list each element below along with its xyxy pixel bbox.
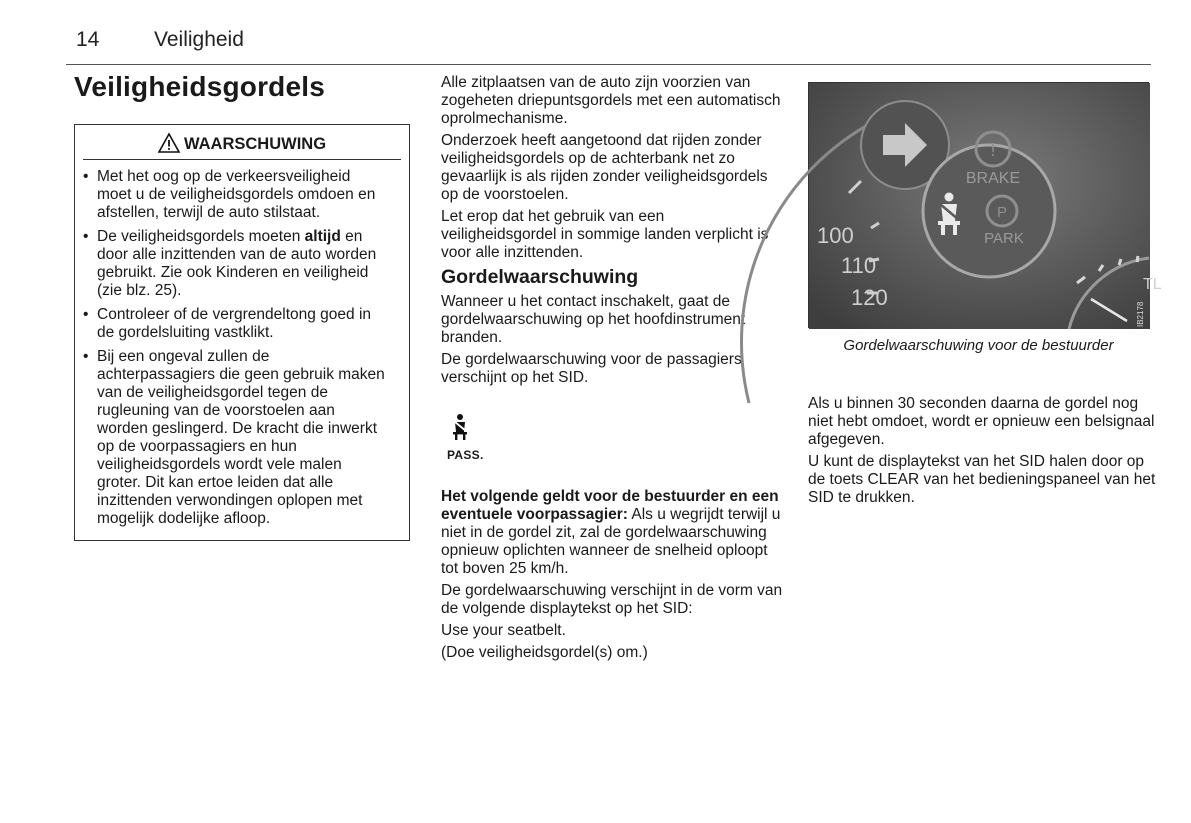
instrument-cluster-illustration <box>809 83 1162 329</box>
middle-column <box>441 74 783 666</box>
paragraph: Wanneer u het contact inschakelt, gaat de gordelwaarschuwing op het hoofdinstrument branden. <box>441 293 746 346</box>
seatbelt-icon <box>449 413 471 441</box>
warning-item-text: De veiligheidsgordels moeten <box>97 228 305 245</box>
page-header <box>76 28 244 52</box>
paragraph: Onderzoek heeft aangetoond dat rijden zonder veiligheidsgordels op de achterbank net zo gevaarlijk is als rijden zonder veiligheidsgordels op de voorstoelen. <box>441 132 768 203</box>
paragraph: Let erop dat het gebruik van een veiligheidsgordel in sommige landen verplicht is voor alle inzittenden. <box>441 208 769 261</box>
speed-label: 120 <box>851 285 888 310</box>
warning-box <box>74 124 410 541</box>
paragraph-lead: Het volgende geldt voor de bestuurder en een eventuele voorpassagier: <box>441 488 779 523</box>
section-heading: Gordelwaarschuwing <box>441 266 639 288</box>
warning-header <box>83 125 401 160</box>
paragraph: Alle zitplaatsen van de auto zijn voorzien van zogeheten driepuntsgordels met een automatisch oprolmechanisme. <box>441 74 781 127</box>
svg-text:P: P <box>996 204 1008 221</box>
svg-text:TL: TL <box>1143 276 1162 293</box>
figure-code: IB2178 <box>1136 301 1145 327</box>
paragraph: De gordelwaarschuwing voor de passagiers verschijnt op het SID. <box>441 351 742 386</box>
warning-label: WAARSCHUWING <box>183 135 327 153</box>
dashboard-photo <box>808 82 1162 328</box>
brake-label: BRAKE <box>965 170 1021 187</box>
speed-label: 110 <box>841 253 877 278</box>
svg-text:!: ! <box>990 140 996 160</box>
pass-seatbelt-indicator <box>449 413 509 464</box>
display-text: Use your seatbelt. <box>441 622 566 639</box>
paragraph: U kunt de displaytekst van het SID halen door op de toets CLEAR van het bedieningspaneel van het SID te drukken. <box>808 453 1156 506</box>
paragraph: Als u binnen 30 seconden daarna de gordel nog niet hebt omdoet, wordt er opnieuw een belsignaal afgegeven. <box>808 395 1155 448</box>
warning-item: • Met het oog op de verkeersveiligheid moet u de veiligheidsgordels omdoen en afstellen, terwijl de auto stilstaat. <box>83 168 387 222</box>
warning-triangle-icon <box>158 133 180 153</box>
warning-list <box>75 160 409 540</box>
paragraph-text: Als u wegrijdt terwijl u niet in de gordel zit, zal de gordelwaarschuwing opnieuw oplichten wanneer de snelheid oploopt tot boven 25 km/h. <box>441 506 781 577</box>
pass-label: PASS. <box>447 448 484 462</box>
warning-item: • Controleer of de vergrendeltong goed in de gordelsluiting vastklikt. <box>83 306 387 342</box>
page-title: Veiligheidsgordels <box>74 71 326 102</box>
warning-item-text: en door alle inzittenden van de auto worden gebruikt. Zie ook Kinderen en veiligheid (zie blz. 25). <box>97 228 377 299</box>
right-column <box>808 82 1162 511</box>
display-text-translation: (Doe veiligheidsgordel(s) om.) <box>441 644 648 661</box>
warning-item: • Bij een ongeval zullen de achterpassagiers die geen gebruik maken van de veiligheidsgordel tegen de rugleuning van de voorstoelen aan worden geslingerd. De kracht die inwerkt op de voorpassagiers en hun veiligheidsgordels wordt vele malen groter. Dit kan ertoe leiden dat alle inzittenden verwondingen oplopen met mogelijk dodelijke afloop. <box>83 348 387 528</box>
warning-item-emphasis: altijd <box>304 228 341 245</box>
left-column <box>74 70 412 541</box>
paragraph: De gordelwaarschuwing verschijnt in de vorm van de volgende displaytekst op het SID: <box>441 582 783 617</box>
warning-item <box>83 228 387 300</box>
speed-label: 100 <box>817 223 854 248</box>
figure-caption: Gordelwaarschuwing voor de bestuurder <box>843 337 1114 354</box>
park-label: PARK <box>984 230 1024 247</box>
page-number: 14 <box>76 28 100 51</box>
header-rule <box>66 64 1151 65</box>
paragraph <box>441 488 783 578</box>
section-title: Veiligheid <box>154 28 244 51</box>
